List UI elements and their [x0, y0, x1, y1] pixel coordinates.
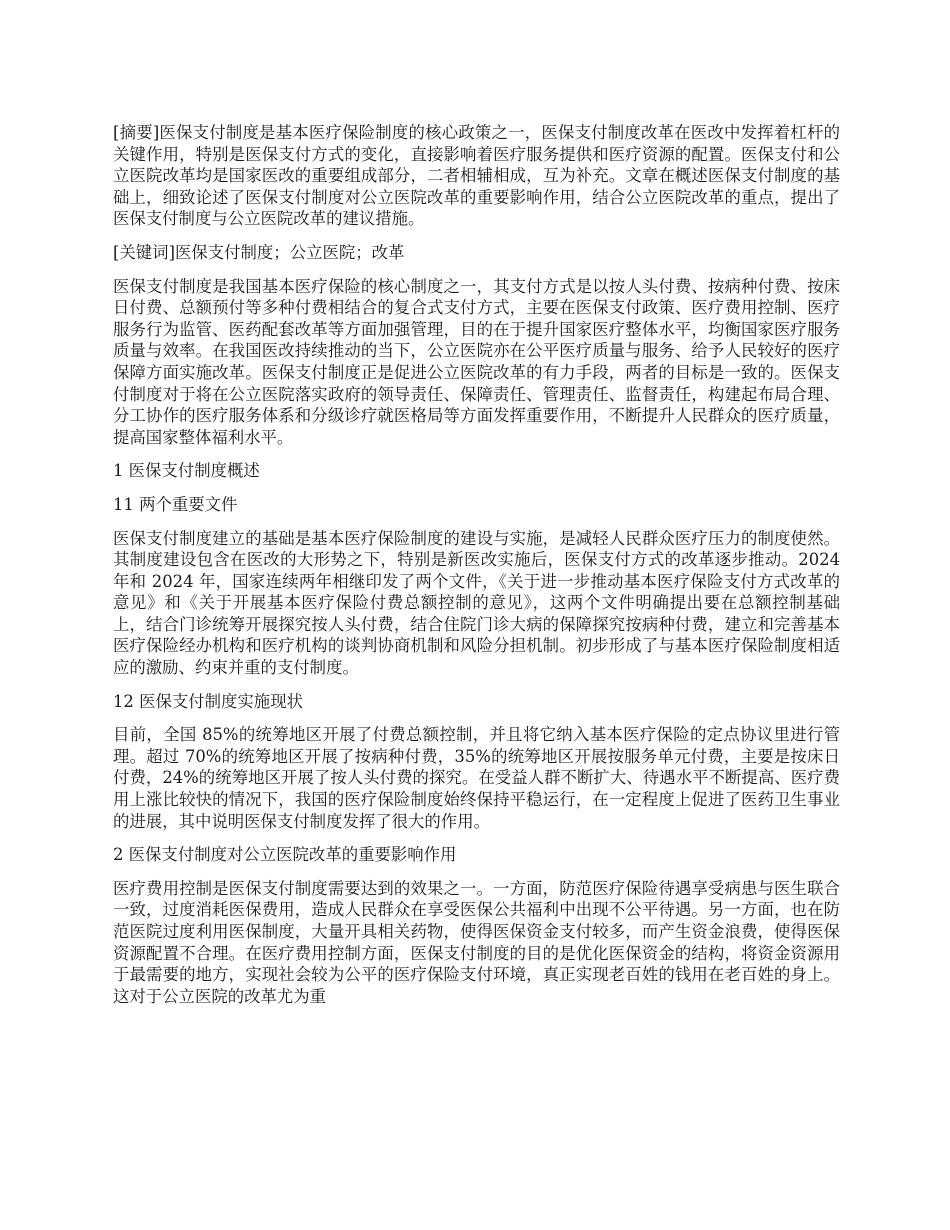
section-1-heading: 1 医保支付制度概述: [113, 461, 260, 481]
section-1-1-heading: 11 两个重要文件: [113, 494, 238, 514]
intro-paragraph: 医保支付制度是我国基本医疗保险的核心制度之一，其支付方式是以按人头付费、按病种付费、按床日付费、总额预付等多种付费相结合的复合式支付方式，主要在医保支付政策、医疗费用控制、医疗服务行为监管、医药配套改革等方面加强管理，目的在于提升国家医疗整体水平，均衡国家医疗服务质量与效率。在我国医改持续推动的当下，公立医院亦在公平医疗质量与服务、给予人民较好的医疗保障方面实施改革。医保支付制度正是促进公立医院改革的有力手段，两者的目标是一致的。医保支付制度对于将在公立医院落实政府的领导责任、保障责任、管理责任、监督责任，构建起布局合理、分工协作的医疗服务体系和分级诊疗就医格局等方面发挥重要作用，不断提升人民群众的医疗质量，提高国家整体福利水平。: [113, 276, 840, 447]
abstract-paragraph: [摘要]医保支付制度是基本医疗保险制度的核心政策之一，医保支付制度改革在医改中发挥着杠杆的关键作用，特别是医保支付方式的变化，直接影响着医疗服务提供和医疗资源的配置。医保支付和公立医院改革均是国家医改的重要组成部分，二者相辅相成，互为补充。文章在概述医保支付制度的基础上，细致论述了医保支付制度对公立医院改革的重要影响作用，结合公立医院改革的重点，提出了医保支付制度与公立医院改革的建议措施。: [113, 123, 840, 229]
keywords-paragraph: [关键词]医保支付制度；公立医院；改革: [113, 242, 405, 262]
section-1-2-heading: 12 医保支付制度实施现状: [113, 691, 303, 711]
section-1-1-paragraph: 医保支付制度建立的基础是基本医疗保险制度的建设与实施，是减轻人民群众医疗压力的制度使然。其制度建设包含在医改的大形势之下，特别是新医改实施后，医保支付方式的改革逐步推动。2024 年和 2024 年，国家连续两年相继印发了两个文件，《关于进一步推动基本医疗保险支付方式改革的意见》和《关于开展基本医疗保险付费总额控制的意见》，这两个文件明确提出要在总额控制基础上，结合门诊统筹开展探究按人头付费，结合住院门诊大病的保障探究按病种付费，建立和完善基本医疗保险经办机构和医疗机构的谈判协商机制和风险分担机制。初步形成了与基本医疗保险制度相适应的激励、约束并重的支付制度。: [113, 528, 840, 678]
document-body: [113, 122, 840, 1019]
section-2-heading: 2 医保支付制度对公立医院改革的重要影响作用: [113, 845, 457, 865]
section-1-2-paragraph: 目前，全国 85%的统筹地区开展了付费总额控制，并且将它纳入基本医疗保险的定点协议里进行管理。超过 70%的统筹地区开展了按病种付费，35%的统筹地区开展按服务单元付费，主要是按床日付费，24%的统筹地区开展了按人头付费的探究。在受益人群不断扩大、待遇水平不断提高、医疗费用上涨比较快的情况下，我国的医疗保险制度始终保持平稳运行，在一定程度上促进了医药卫生事业的进展，其中说明医保支付制度发挥了很大的作用。: [113, 725, 840, 831]
section-2-paragraph: 医疗费用控制是医保支付制度需要达到的效果之一。一方面，防范医疗保险待遇享受病患与医生联合一致，过度消耗医保费用，造成人民群众在享受医保公共福利中出现不公平待遇。另一方面，也在防范医院过度利用医保制度，大量开具相关药物，使得医保资金支付较多，而产生资金浪费，使得医保资源配置不合理。在医疗费用控制方面，医保支付制度的目的是优化医保资金的结构，将资金资源用于最需要的地方，实现社会较为公平的医疗保险支付环境，真正实现老百姓的钱用在老百姓的身上。这对于公立医院的改革尤为重: [113, 878, 840, 1006]
